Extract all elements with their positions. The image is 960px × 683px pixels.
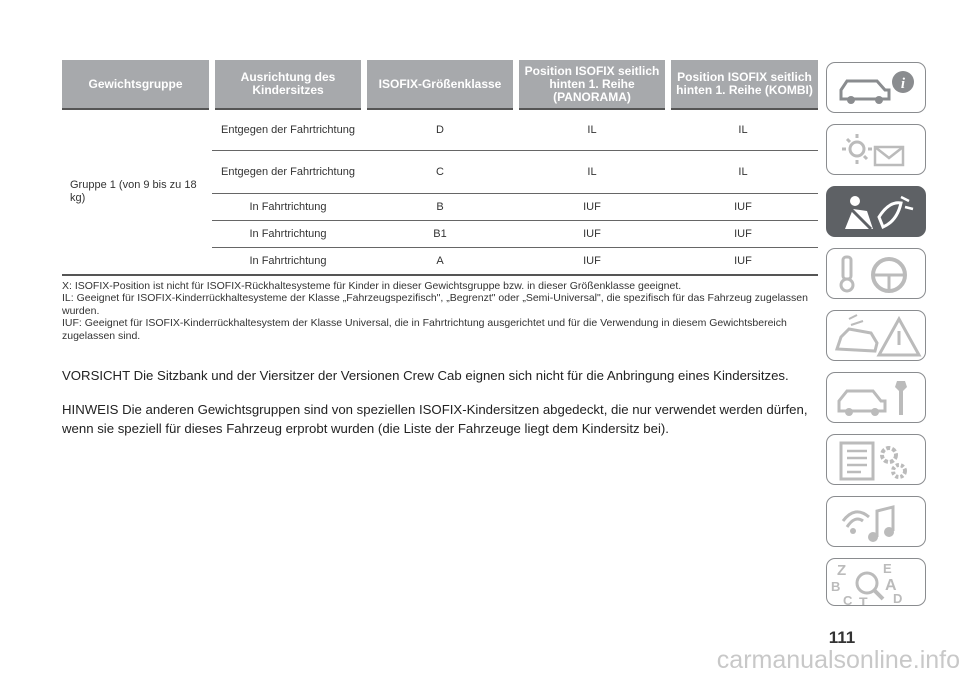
- tab-index[interactable]: [826, 558, 926, 610]
- tab-multimedia[interactable]: [826, 496, 926, 547]
- svg-text:A: A: [885, 577, 897, 594]
- maintenance-icon: [827, 373, 926, 423]
- note-il: IL: Geeignet für ISOFIX-Kinderrückhaltesysteme der Klasse „Fahrzeugspezifisch", „Begrenzt" oder „Semi-Universal", die spezifisch für das Fahrzeug zugelassen wurden.: [62, 292, 808, 317]
- size-cell: B1: [364, 221, 516, 248]
- svg-text:C: C: [843, 593, 853, 608]
- orientation-cell: In Fahrtrichtung: [212, 194, 364, 221]
- orientation-cell: Entgegen der Fahrtrichtung: [212, 151, 364, 194]
- panorama-cell: IUF: [516, 248, 668, 276]
- note-x: X: ISOFIX-Position ist nicht für ISOFIX-Rückhaltesysteme für Kinder in dieser Gewichtsgruppe bzw. in dieser Größenklasse geeignet.: [62, 280, 682, 292]
- table-header-row: [62, 60, 818, 109]
- page-number: 111: [828, 628, 856, 647]
- header-orientation: Ausrichtung des Kindersitzes: [212, 60, 364, 109]
- multimedia-icon: [827, 497, 926, 547]
- tab-technical-data[interactable]: [826, 434, 926, 485]
- kombi-cell: IL: [668, 109, 818, 151]
- svg-text:D: D: [893, 591, 903, 606]
- watermark: carmanualsonline.info: [716, 646, 960, 674]
- technical-data-icon: [827, 435, 926, 485]
- kombi-cell: IUF: [668, 194, 818, 221]
- tab-warning-lights[interactable]: [826, 124, 926, 175]
- kombi-cell: IL: [668, 151, 818, 194]
- panorama-cell: IL: [516, 151, 668, 194]
- emergency-icon: [827, 311, 926, 361]
- tab-car-info[interactable]: [826, 62, 926, 113]
- safety-seatbelt-icon: [827, 187, 926, 237]
- svg-text:Z: Z: [837, 562, 847, 579]
- svg-text:T: T: [859, 594, 868, 610]
- size-cell: B: [364, 194, 516, 221]
- kombi-cell: IUF: [668, 221, 818, 248]
- size-cell: A: [364, 248, 516, 276]
- group-cell: Gruppe 1 (von 9 bis zu 18 kg): [62, 109, 212, 275]
- header-weight-group: Gewichtsgruppe: [62, 60, 212, 109]
- table-row: [62, 109, 818, 151]
- panorama-cell: IL: [516, 109, 668, 151]
- tab-starting-driving[interactable]: [826, 248, 926, 299]
- note-iuf: IUF: Geeignet für ISOFIX-Kinderrückhaltesystem der Klasse Universal, die in Fahrtrichtung ausgerichtet und für die Verwendung in diesem Gewichtsbereich zugelassen sind.: [62, 317, 787, 342]
- tab-emergency[interactable]: [826, 310, 926, 361]
- panorama-cell: IUF: [516, 221, 668, 248]
- tab-safety[interactable]: [826, 186, 926, 237]
- svg-text:i: i: [900, 76, 906, 92]
- orientation-cell: Entgegen der Fahrtrichtung: [212, 109, 364, 151]
- panorama-cell: IUF: [516, 194, 668, 221]
- orientation-cell: In Fahrtrichtung: [212, 248, 364, 276]
- size-cell: D: [364, 109, 516, 151]
- car-info-icon: [827, 63, 926, 113]
- warning-lights-icon: [827, 125, 926, 175]
- tab-maintenance[interactable]: [826, 372, 926, 423]
- header-kombi: Position ISOFIX seitlich hinten 1. Reihe (KOMBI): [668, 60, 818, 109]
- legend-notes: [62, 280, 820, 342]
- hint-paragraph: HINWEIS Die anderen Gewichtsgruppen sind von speziellen ISOFIX-Kindersitzen abgedeckt, die nur verwendet werden dürfen, wenn sie speziell für dieses Fahrzeug erprobt wurden (die Liste der Fahrzeuge liegt dem Kindersitz bei).: [62, 402, 808, 436]
- kombi-cell: IUF: [668, 248, 818, 276]
- header-panorama: Position ISOFIX seitlich hinten 1. Reihe (PANORAMA): [516, 60, 668, 109]
- index-icon: [827, 559, 926, 610]
- svg-text:E: E: [883, 561, 892, 576]
- starting-driving-icon: [827, 249, 926, 299]
- orientation-cell: In Fahrtrichtung: [212, 221, 364, 248]
- svg-text:B: B: [831, 579, 841, 594]
- size-cell: C: [364, 151, 516, 194]
- warning-paragraph: VORSICHT Die Sitzbank und der Viersitzer der Versionen Crew Cab eignen sich nicht für die Anbringung eines Kindersitzes.: [62, 368, 789, 383]
- isofix-table: [62, 60, 818, 276]
- header-size-class: ISOFIX-Größenklasse: [364, 60, 516, 109]
